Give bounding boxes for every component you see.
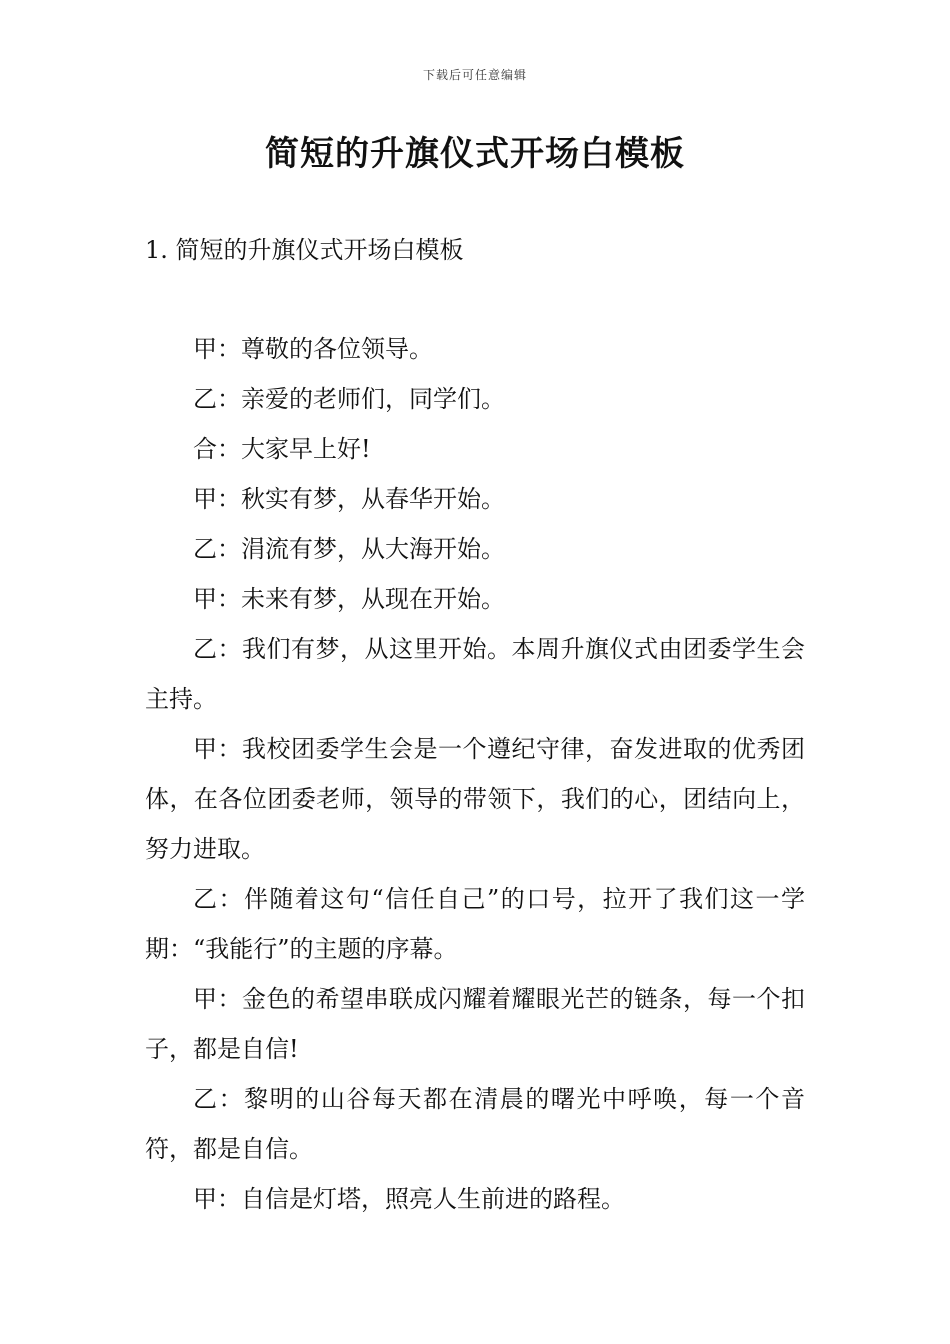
paragraph: 甲：我校团委学生会是一个遵纪守律，奋发进取的优秀团体，在各位团委老师，领导的带领下，我们的心，团结向上，努力进取。 bbox=[145, 735, 805, 863]
document-title: 简短的升旗仪式开场白模板 bbox=[265, 134, 685, 174]
paragraph: 乙：我们有梦，从这里开始。本周升旗仪式由团委学生会主持。 bbox=[145, 635, 805, 713]
paragraph: 合：大家早上好! bbox=[193, 435, 371, 463]
section-heading: 1. 简短的升旗仪式开场白模板 bbox=[145, 236, 464, 264]
paragraph: 甲：秋实有梦，从春华开始。 bbox=[193, 485, 505, 513]
document-body bbox=[145, 324, 805, 1224]
paragraph: 乙：伴随着这句“信任自己”的口号，拉开了我们这一学期：“我能行”的主题的序幕。 bbox=[145, 885, 805, 963]
paragraph: 乙：亲爱的老师们，同学们。 bbox=[193, 385, 505, 413]
paragraph: 乙：涓流有梦，从大海开始。 bbox=[193, 535, 505, 563]
paragraph: 甲：尊敬的各位领导。 bbox=[193, 335, 433, 363]
paragraph: 甲：金色的希望串联成闪耀着耀眼光芒的链条，每一个扣子，都是自信! bbox=[145, 985, 805, 1063]
paragraph: 乙：黎明的山谷每天都在清晨的曙光中呼唤，每一个音符，都是自信。 bbox=[145, 1085, 805, 1163]
paragraph: 甲：自信是灯塔，照亮人生前进的路程。 bbox=[193, 1185, 625, 1213]
paragraph: 甲：未来有梦，从现在开始。 bbox=[193, 585, 505, 613]
header-note: 下载后可任意编辑 bbox=[422, 68, 527, 82]
